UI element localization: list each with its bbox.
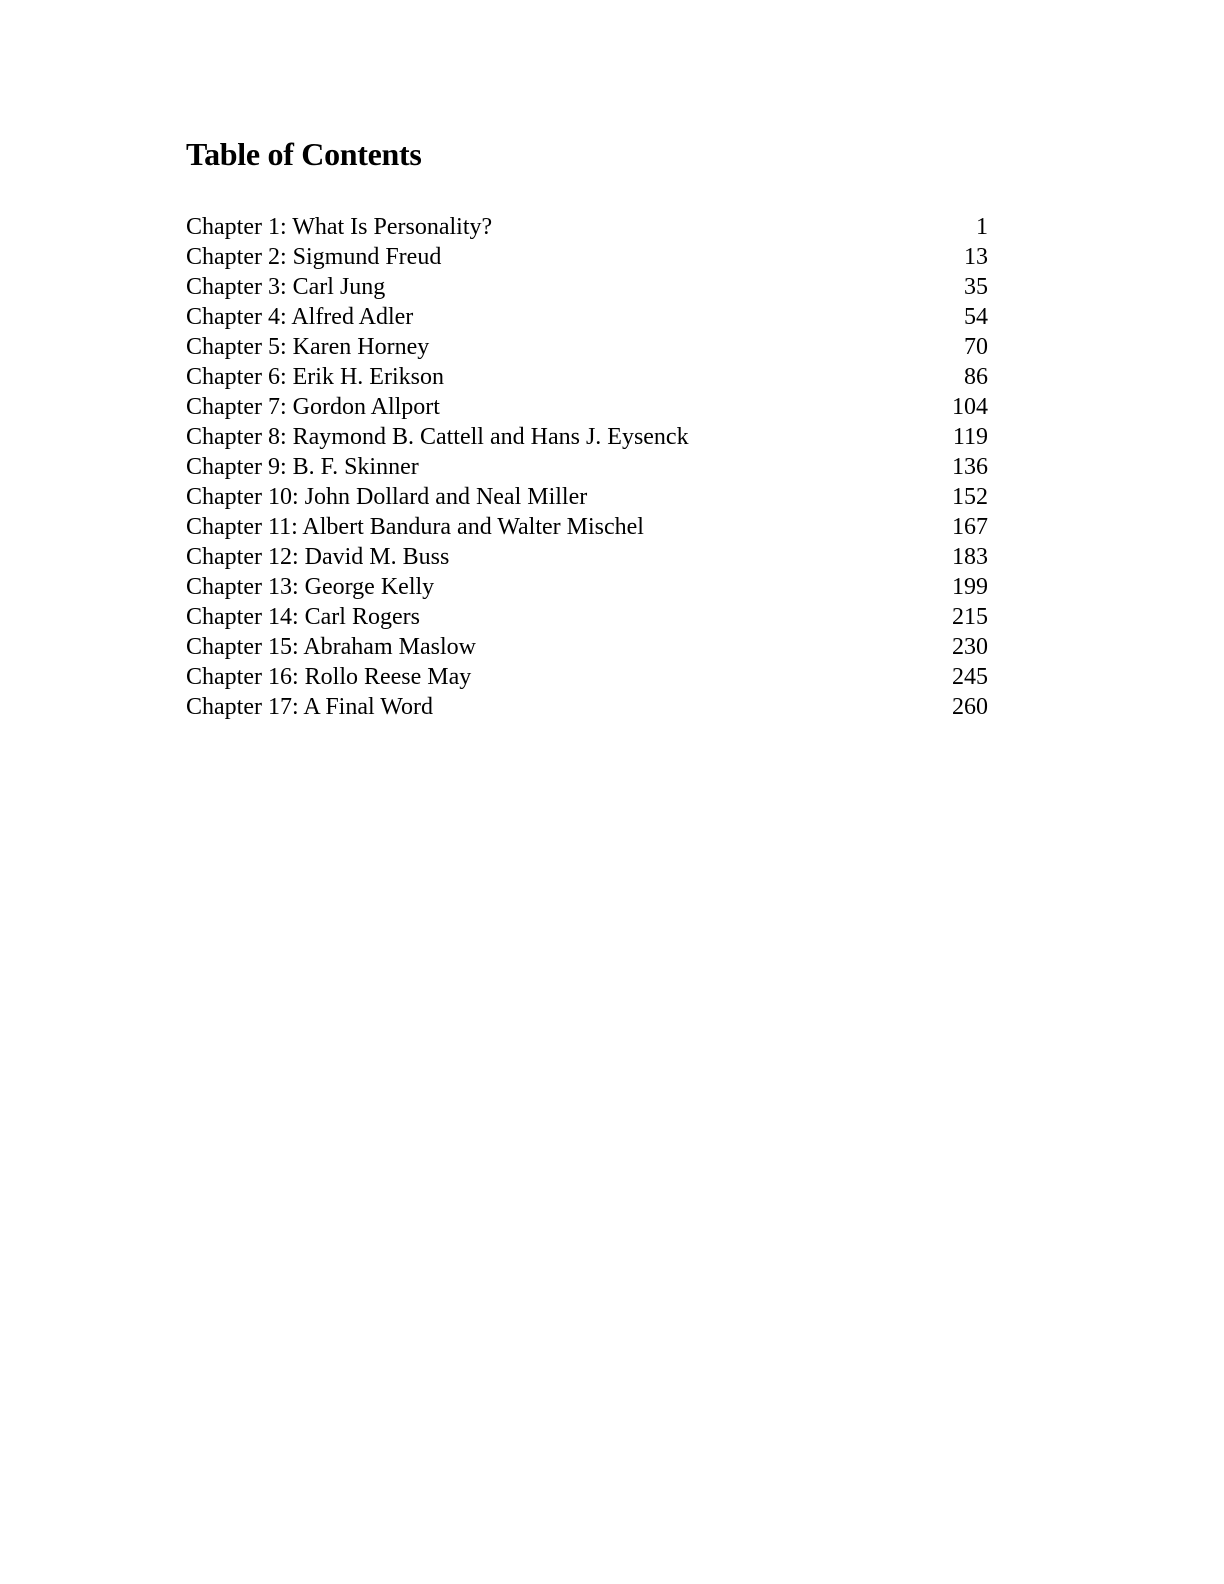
toc-entry-label: Chapter 3: Carl Jung: [186, 274, 386, 300]
toc-entry: [186, 482, 988, 512]
toc-entry: [186, 332, 988, 362]
toc-entry-label: Chapter 10: John Dollard and Neal Miller: [186, 484, 588, 510]
toc-entry: [186, 302, 988, 332]
toc-entry-label: Chapter 9: B. F. Skinner: [186, 454, 419, 480]
toc-entry-page-number: 1: [976, 214, 988, 240]
toc-entry-label: Chapter 11: Albert Bandura and Walter Mischel: [186, 514, 644, 540]
toc-entry-label: Chapter 6: Erik H. Erikson: [186, 364, 444, 390]
toc-entry: [186, 662, 988, 692]
toc-entry-label: Chapter 13: George Kelly: [186, 574, 435, 600]
toc-entry-page-number: 183: [952, 544, 988, 570]
toc-entry-page-number: 54: [964, 304, 988, 330]
toc-entry: [186, 272, 988, 302]
toc-entry-page-number: 245: [952, 664, 988, 690]
toc-entry: [186, 422, 988, 452]
toc-entry-page-number: 104: [952, 394, 988, 420]
toc-entry-label: Chapter 2: Sigmund Freud: [186, 244, 442, 270]
toc-entry: [186, 242, 988, 272]
toc-entry-label: Chapter 17: A Final Word: [186, 694, 433, 720]
toc-entry-page-number: 167: [952, 514, 988, 540]
toc-entry: [186, 212, 988, 242]
toc-entry-label: Chapter 7: Gordon Allport: [186, 394, 440, 420]
toc-entry: [186, 632, 988, 662]
toc-entry-page-number: 215: [952, 604, 988, 630]
toc-entry-page-number: 86: [964, 364, 988, 390]
toc-list: [186, 212, 988, 722]
toc-entry-page-number: 199: [952, 574, 988, 600]
toc-entry-label: Chapter 15: Abraham Maslow: [186, 634, 476, 660]
toc-entry-label: Chapter 5: Karen Horney: [186, 334, 430, 360]
toc-entry: [186, 542, 988, 572]
toc-entry-label: Chapter 14: Carl Rogers: [186, 604, 420, 630]
toc-entry-page-number: 136: [952, 454, 988, 480]
toc-entry: [186, 602, 988, 632]
toc-entry: [186, 512, 988, 542]
toc-entry: [186, 392, 988, 422]
toc-entry-page-number: 13: [964, 244, 988, 270]
toc-entry: [186, 572, 988, 602]
toc-entry-label: Chapter 16: Rollo Reese May: [186, 664, 472, 690]
toc-entry-page-number: 119: [952, 424, 988, 450]
page-title: Table of Contents: [186, 136, 422, 172]
toc-entry-page-number: 152: [952, 484, 988, 510]
toc-entry-label: Chapter 4: Alfred Adler: [186, 304, 414, 330]
toc-entry: [186, 452, 988, 482]
toc-entry-label: Chapter 12: David M. Buss: [186, 544, 450, 570]
toc-entry-label: Chapter 8: Raymond B. Cattell and Hans J. Eysenck: [186, 424, 689, 450]
toc-entry: [186, 692, 988, 722]
toc-entry: [186, 362, 988, 392]
toc-entry-page-number: 35: [964, 274, 988, 300]
toc-entry-page-number: 230: [952, 634, 988, 660]
toc-entry-page-number: 260: [952, 694, 988, 720]
toc-entry-page-number: 70: [964, 334, 988, 360]
toc-entry-label: Chapter 1: What Is Personality?: [186, 214, 493, 240]
